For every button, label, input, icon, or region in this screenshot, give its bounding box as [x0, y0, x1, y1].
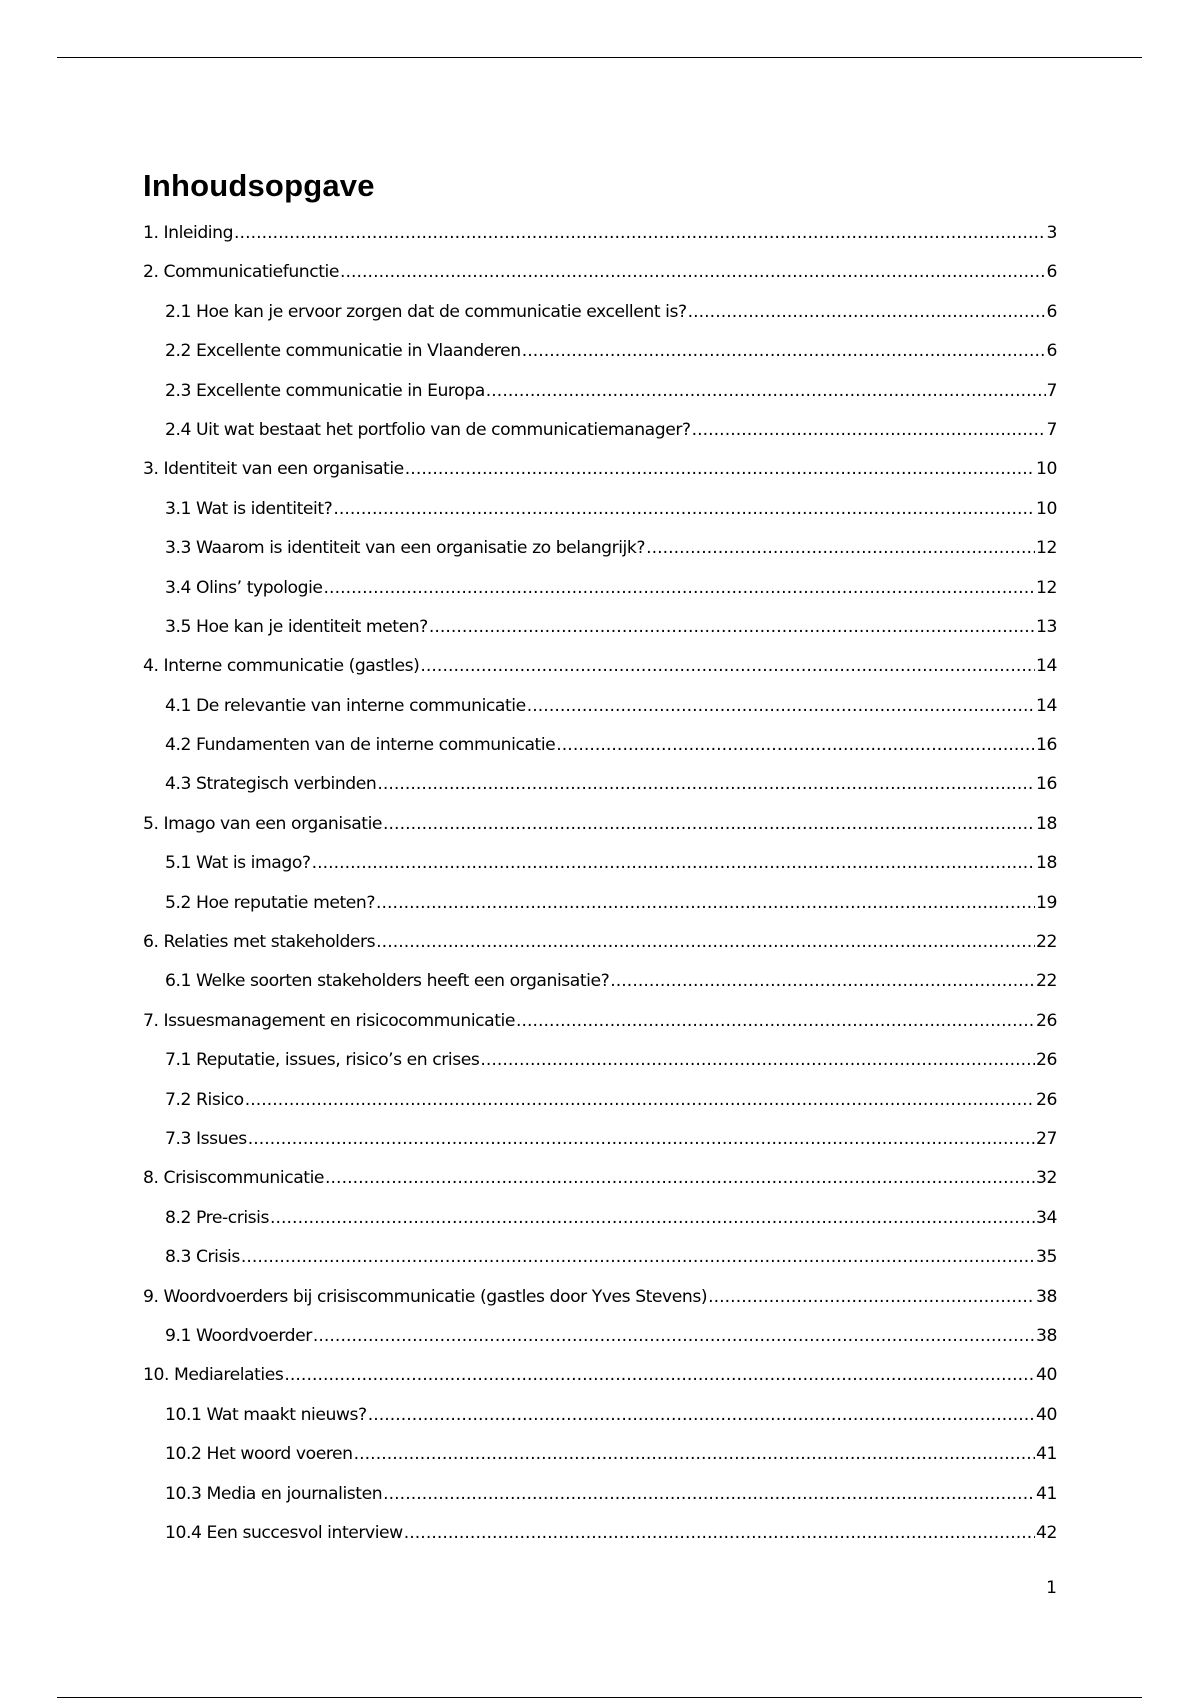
toc-entry-2-1[interactable] — [143, 293, 1057, 332]
toc-entry-3-4[interactable] — [143, 569, 1057, 608]
toc-entry-label: 2.2 Excellente communicatie in Vlaanderen — [165, 341, 521, 362]
toc-entry-4-1[interactable] — [143, 687, 1057, 726]
toc-dot-leader — [522, 332, 1046, 371]
toc-entry-label: 7.3 Issues — [165, 1128, 247, 1149]
toc-dot-leader — [234, 214, 1045, 253]
toc-entry-page: 10 — [1036, 459, 1057, 480]
toc-dot-leader — [270, 1199, 1035, 1238]
toc-entry-page: 13 — [1036, 616, 1057, 637]
toc-entry-label: 10.2 Het woord voeren — [165, 1444, 353, 1465]
toc-dot-leader — [340, 253, 1046, 292]
toc-entry-woordvoerders[interactable] — [143, 1278, 1057, 1317]
toc-entry-4-2[interactable] — [143, 726, 1057, 765]
toc-entry-page: 27 — [1036, 1128, 1057, 1149]
toc-entry-label: 5. Imago van een organisatie — [143, 813, 383, 834]
toc-dot-leader — [284, 1356, 1035, 1395]
toc-entry-page: 10 — [1036, 498, 1057, 519]
toc-entry-label: 10.1 Wat maakt nieuws? — [165, 1404, 367, 1425]
toc-entry-8-2[interactable] — [143, 1199, 1057, 1238]
page-number: 1 — [1046, 1578, 1057, 1598]
toc-entry-page: 16 — [1036, 774, 1057, 795]
toc-entry-page: 22 — [1036, 971, 1057, 992]
toc-entry-2-3[interactable] — [143, 372, 1057, 411]
toc-entry-page: 38 — [1036, 1286, 1057, 1307]
toc-entry-label: 10.3 Media en journalisten — [165, 1483, 383, 1504]
toc-entry-label: 4. Interne communicatie (gastles) — [143, 656, 420, 677]
toc-entry-label: 9. Woordvoerders bij crisiscommunicatie (gastles door Yves Stevens) — [143, 1286, 708, 1307]
toc-entry-identiteit[interactable] — [143, 450, 1057, 489]
footer-rule — [57, 1697, 1142, 1698]
toc-entry-imago[interactable] — [143, 805, 1057, 844]
toc-dot-leader — [383, 805, 1035, 844]
toc-entry-label: 5.1 Wat is imago? — [165, 853, 311, 874]
toc-entry-label: 3. Identiteit van een organisatie — [143, 459, 404, 480]
toc-entry-label: 5.2 Hoe reputatie meten? — [165, 892, 376, 913]
toc-entry-2-2[interactable] — [143, 332, 1057, 371]
toc-entry-page: 3 — [1046, 223, 1057, 243]
toc-entry-interne-communicatie[interactable] — [143, 647, 1057, 686]
toc-dot-leader — [354, 1435, 1035, 1474]
toc-entry-page: 7 — [1046, 380, 1057, 401]
toc-dot-leader — [333, 490, 1035, 529]
toc-dot-leader — [646, 529, 1035, 568]
toc-entry-label: 2.4 Uit wat bestaat het portfolio van de communicatiemanager? — [165, 419, 691, 440]
toc-entry-9-1[interactable] — [143, 1317, 1057, 1356]
toc-entry-3-1[interactable] — [143, 490, 1057, 529]
toc-entry-label: 8. Crisiscommunicatie — [143, 1168, 325, 1189]
toc-dot-leader — [383, 1475, 1035, 1514]
toc-entry-label: 7. Issuesmanagement en risicocommunicatie — [143, 1010, 515, 1031]
toc-entry-label: 3.4 Olins’ typologie — [165, 577, 323, 598]
toc-entry-label: 7.1 Reputatie, issues, risico’s en crises — [165, 1050, 480, 1071]
toc-dot-leader — [404, 1514, 1035, 1553]
toc-entry-page: 38 — [1036, 1325, 1057, 1346]
toc-entry-7-1[interactable] — [143, 1041, 1057, 1080]
toc-entry-page: 41 — [1036, 1483, 1057, 1504]
toc-dot-leader — [688, 293, 1046, 332]
toc-dot-leader — [368, 1396, 1035, 1435]
toc-entry-7-3[interactable] — [143, 1120, 1057, 1159]
toc-entry-page: 32 — [1036, 1168, 1057, 1189]
toc-entry-page: 26 — [1036, 1050, 1057, 1071]
toc-entry-page: 35 — [1036, 1247, 1057, 1268]
toc-entry-page: 6 — [1046, 341, 1057, 362]
toc-entry-inleiding[interactable] — [143, 214, 1057, 253]
toc-entry-page: 42 — [1036, 1522, 1057, 1543]
toc-dot-leader — [480, 1041, 1035, 1080]
toc-entry-page: 22 — [1036, 932, 1057, 953]
toc-entry-page: 19 — [1036, 892, 1057, 913]
toc-entry-page: 12 — [1036, 577, 1057, 598]
toc-entry-5-1[interactable] — [143, 844, 1057, 883]
toc-entry-label: 9.1 Woordvoerder — [165, 1325, 312, 1346]
toc-entry-page: 6 — [1046, 301, 1057, 322]
toc-entry-label: 3.3 Waarom is identiteit van een organisatie zo belangrijk? — [165, 538, 646, 559]
toc-dot-leader — [486, 372, 1046, 411]
toc-entry-page: 18 — [1036, 853, 1057, 874]
toc-entry-page: 41 — [1036, 1444, 1057, 1465]
toc-entry-label: 8.2 Pre-crisis — [165, 1207, 269, 1228]
toc-entry-mediarelaties[interactable] — [143, 1356, 1057, 1395]
toc-entry-label: 4.3 Strategisch verbinden — [165, 774, 377, 795]
toc-entry-page: 26 — [1036, 1089, 1057, 1110]
toc-dot-leader — [527, 687, 1035, 726]
toc-dot-leader — [376, 884, 1035, 923]
toc-entry-label: 8.3 Crisis — [165, 1247, 240, 1268]
toc-entry-page: 14 — [1036, 656, 1057, 677]
toc-dot-leader — [245, 1081, 1035, 1120]
toc-dot-leader — [377, 765, 1035, 804]
toc-entry-8-3[interactable] — [143, 1238, 1057, 1277]
toc-entry-page: 40 — [1036, 1365, 1057, 1386]
toc-dot-leader — [708, 1278, 1035, 1317]
toc-entry-page: 14 — [1036, 695, 1057, 716]
toc-entry-page: 18 — [1036, 813, 1057, 834]
toc-title: Inhoudsopgave — [143, 168, 375, 203]
toc-entry-crisiscommunicatie[interactable] — [143, 1159, 1057, 1198]
toc-entry-label: 3.5 Hoe kan je identiteit meten? — [165, 616, 428, 637]
toc-dot-leader — [324, 569, 1035, 608]
toc-entry-10-4[interactable] — [143, 1514, 1057, 1553]
toc-dot-leader — [405, 450, 1035, 489]
toc-entry-5-2[interactable] — [143, 884, 1057, 923]
toc-entry-page: 12 — [1036, 538, 1057, 559]
toc-entry-label: 2.1 Hoe kan je ervoor zorgen dat de communicatie excellent is? — [165, 301, 687, 322]
toc-dot-leader — [610, 962, 1035, 1001]
toc-entry-label: 2. Communicatiefunctie — [143, 262, 339, 283]
toc-entry-label: 4.2 Fundamenten van de interne communicatie — [165, 735, 556, 756]
toc-entry-page: 16 — [1036, 735, 1057, 756]
toc-dot-leader — [241, 1238, 1035, 1277]
toc-dot-leader — [692, 411, 1046, 450]
toc-entry-page: 40 — [1036, 1404, 1057, 1425]
toc-entry-label: 7.2 Risico — [165, 1089, 244, 1110]
toc-dot-leader — [313, 1317, 1035, 1356]
toc-entry-label: 10. Mediarelaties — [143, 1365, 284, 1386]
header-rule — [57, 57, 1142, 58]
table-of-contents — [143, 214, 1057, 1553]
toc-entry-label: 6. Relaties met stakeholders — [143, 932, 376, 953]
toc-entry-page: 7 — [1046, 419, 1057, 440]
toc-dot-leader — [376, 923, 1035, 962]
toc-entry-label: 6.1 Welke soorten stakeholders heeft een organisatie? — [165, 971, 610, 992]
toc-dot-leader — [325, 1159, 1035, 1198]
toc-entry-issuesmanagement[interactable] — [143, 1002, 1057, 1041]
toc-entry-page: 34 — [1036, 1207, 1057, 1228]
toc-entry-10-2[interactable] — [143, 1435, 1057, 1474]
toc-dot-leader — [516, 1002, 1035, 1041]
toc-entry-6-1[interactable] — [143, 962, 1057, 1001]
toc-entry-10-3[interactable] — [143, 1475, 1057, 1514]
toc-dot-leader — [420, 647, 1035, 686]
toc-entry-label: 10.4 Een succesvol interview — [165, 1522, 403, 1543]
toc-entry-3-3[interactable] — [143, 529, 1057, 568]
toc-entry-3-5[interactable] — [143, 608, 1057, 647]
toc-entry-4-3[interactable] — [143, 765, 1057, 804]
toc-entry-page: 6 — [1046, 262, 1057, 283]
toc-dot-leader — [312, 844, 1035, 883]
toc-entry-page: 26 — [1036, 1010, 1057, 1031]
toc-entry-label: 1. Inleiding — [143, 223, 234, 243]
toc-entry-label: 4.1 De relevantie van interne communicatie — [165, 695, 526, 716]
toc-dot-leader — [429, 608, 1035, 647]
toc-entry-10-1[interactable] — [143, 1396, 1057, 1435]
toc-dot-leader — [248, 1120, 1035, 1159]
toc-entry-label: 2.3 Excellente communicatie in Europa — [165, 380, 485, 401]
toc-entry-7-2[interactable] — [143, 1081, 1057, 1120]
toc-entry-label: 3.1 Wat is identiteit? — [165, 498, 333, 519]
toc-dot-leader — [556, 726, 1035, 765]
toc-entry-communicatiefunctie[interactable] — [143, 253, 1057, 292]
toc-entry-2-4[interactable] — [143, 411, 1057, 450]
toc-entry-stakeholders[interactable] — [143, 923, 1057, 962]
